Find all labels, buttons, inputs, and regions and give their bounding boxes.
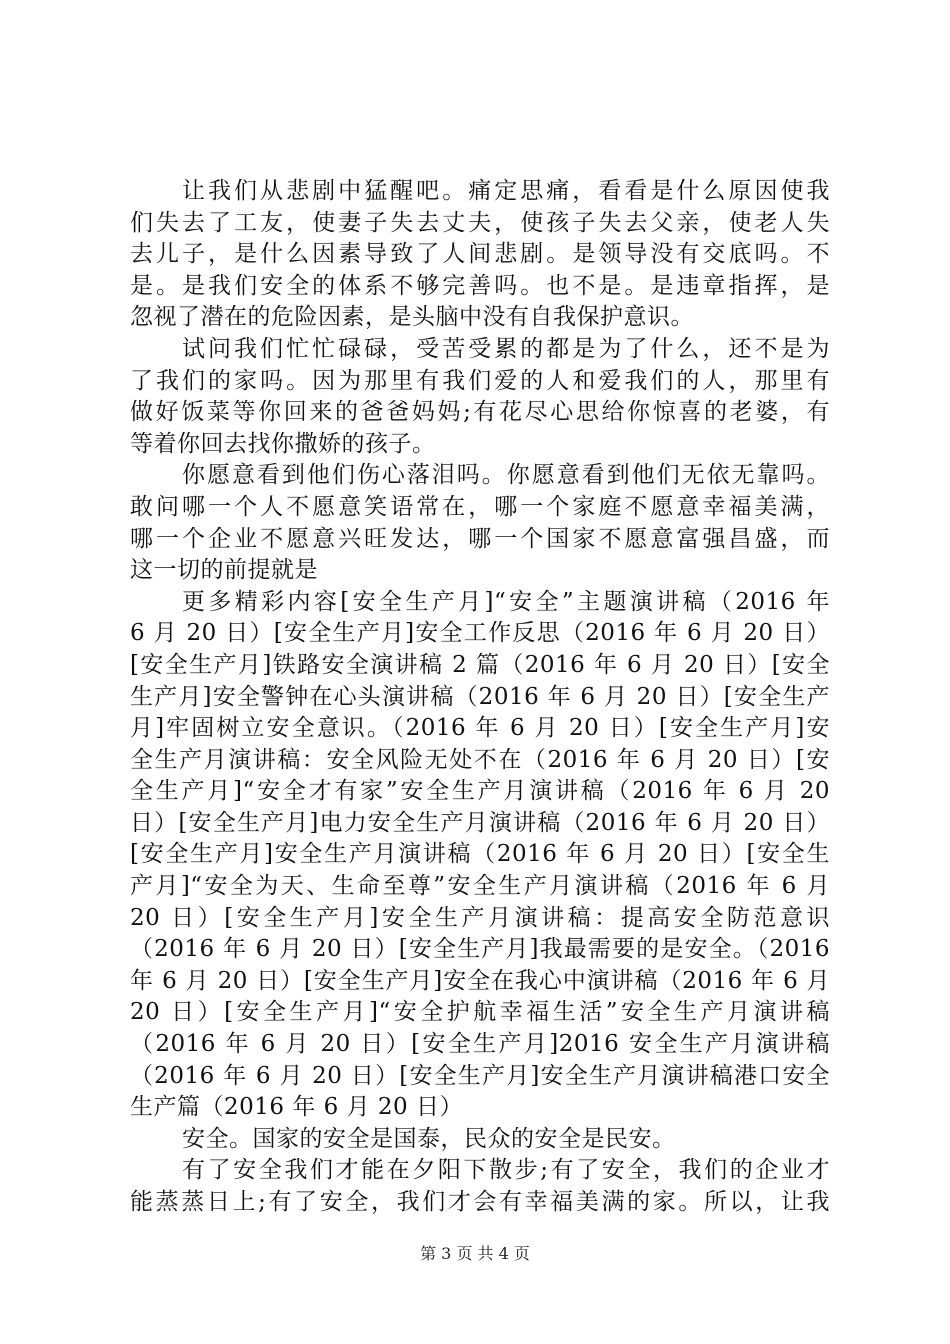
text-line: （2016 年 6 月 20 日）[安全生产月]我最需要的是安全。（2016 <box>130 936 830 963</box>
text-line: 20 日）[安全生产月]安全生产月演讲稿：提高安全防范意识 <box>130 904 830 931</box>
text-line: 更多精彩内容[安全生产月]“安全”主题演讲稿（2016 年 <box>182 588 830 615</box>
text-line: 产月]“安全为天、生命至尊”安全生产月演讲稿（2016 年 6 月 <box>130 873 830 900</box>
text-line: 日）[安全生产月]电力安全生产月演讲稿（2016 年 6 月 20 日） <box>130 809 830 836</box>
text-line: （2016 年 6 月 20 日）[安全生产月]安全生产月演讲稿港口安全 <box>130 1062 830 1089</box>
paragraph <box>130 334 830 460</box>
text-line: 哪一个企业不愿意兴旺发达，哪一个国家不愿意富强昌盛，而 <box>130 525 830 552</box>
page-number-footer: 第 3 页 共 4 页 <box>420 1244 530 1263</box>
paragraph <box>130 460 830 586</box>
text-line: [安全生产月]铁路安全演讲稿 2 篇（2016 年 6 月 20 日）[安全 <box>130 651 830 678</box>
text-line: 试问我们忙忙碌碌，受苦受累的都是为了什么，还不是为 <box>182 335 830 362</box>
text-line: 让我们从悲剧中猛醒吧。痛定思痛，看看是什么原因使我 <box>182 178 830 204</box>
text-line: 20 日）[安全生产月]“安全护航幸福生活”安全生产月演讲稿 <box>130 999 830 1026</box>
text-line: 全生产月]“安全才有家”安全生产月演讲稿（2016 年 6 月 20 <box>130 778 830 805</box>
paragraph <box>130 1155 830 1218</box>
text-line: 了我们的家吗。因为那里有我们爱的人和爱我们的人，那里有 <box>130 367 830 394</box>
text-line: 生产月]安全警钟在心头演讲稿（2016 年 6 月 20 日）[安全生产 <box>130 683 830 710</box>
paragraph <box>130 1124 830 1156</box>
text-line: 是。是我们安全的体系不够完善吗。也不是。是违章指挥，是 <box>130 272 830 299</box>
text-line: 安全。国家的安全是国泰，民众的安全是民安。 <box>182 1125 676 1152</box>
text-line: 忽视了潜在的危险因素，是头脑中没有自我保护意识。 <box>130 304 694 331</box>
text-line: 全生产月演讲稿：安全风险无处不在（2016 年 6 月 20 日）[安 <box>130 746 830 773</box>
text-line: 这一切的前提就是 <box>130 557 318 584</box>
text-line: 年 6 月 20 日）[安全生产月]安全在我心中演讲稿（2016 年 6 月 <box>130 967 830 994</box>
document-body <box>130 176 830 1219</box>
text-line: [安全生产月]安全生产月演讲稿（2016 年 6 月 20 日）[安全生 <box>130 841 830 868</box>
paragraph <box>130 587 830 1124</box>
text-line: （2016 年 6 月 20 日）[安全生产月]2016 安全生产月演讲稿 <box>130 1031 830 1058</box>
text-line: 有了安全我们才能在夕阳下散步;有了安全，我们的企业才 <box>182 1157 830 1184</box>
text-line: 能蒸蒸日上;有了安全，我们才会有幸福美满的家。所以，让我 <box>130 1189 830 1215</box>
text-line: 敢问哪一个人不愿意笑语常在，哪一个家庭不愿意幸福美满， <box>130 493 830 520</box>
text-line: 做好饭菜等你回来的爸爸妈妈;有花尽心思给你惊喜的老婆，有 <box>130 399 830 426</box>
text-line: 你愿意看到他们伤心落泪吗。你愿意看到他们无依无靠吗。 <box>182 462 830 489</box>
text-line: 生产篇（2016 年 6 月 20 日） <box>130 1094 463 1121</box>
text-line: 等着你回去找你撒娇的孩子。 <box>130 430 436 457</box>
text-line: 月]牢固树立安全意识。（2016 年 6 月 20 日）[安全生产月]安 <box>130 715 830 742</box>
text-line: 们失去了工友，使妻子失去丈夫，使孩子失去父亲，使老人失 <box>130 209 830 236</box>
paragraph <box>130 176 830 334</box>
text-line: 去儿子，是什么因素导致了人间悲剧。是领导没有交底吗。不 <box>130 241 830 268</box>
text-line: 6 月 20 日）[安全生产月]安全工作反思（2016 年 6 月 20 日） <box>130 620 830 647</box>
